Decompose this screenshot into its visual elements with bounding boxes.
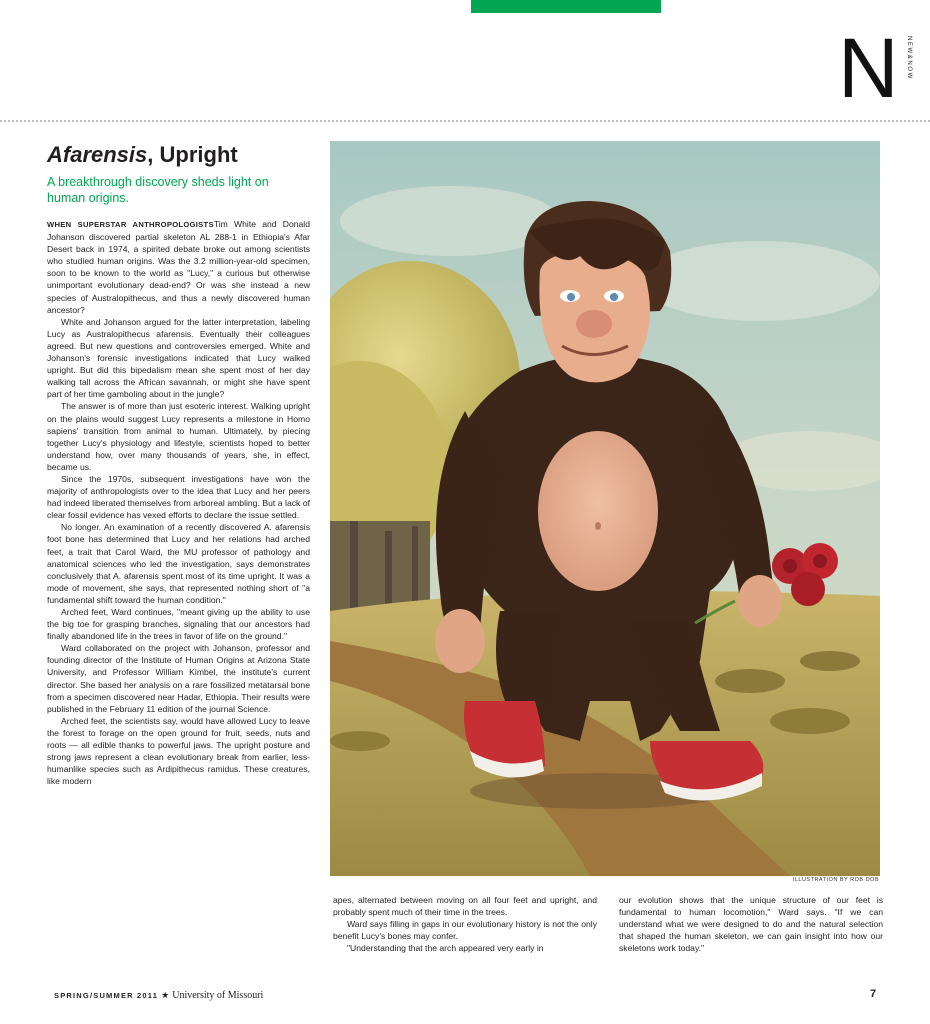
lead-in: WHEN SUPERSTAR ANTHROPOLOGISTS <box>47 220 214 229</box>
illustration-credit: ILLUSTRATION BY ROB DOB <box>792 877 879 883</box>
body-column-1 <box>47 218 310 963</box>
paragraph: Arched feet, the scientists say, would have allowed Lucy to leave the forest to forage on the open ground for fruit, seeds, nuts and roots — all edible thanks to powerful jaws. The upright posture and strong jaws represent a clean evolutionary break from earlier, less-humanlike species such as Ardipithecus ramidus. These creatures, like modern <box>47 715 310 787</box>
paragraph: White and Johanson argued for the latter interpretation, labeling Lucy as Australopithecus afarensis. Eventually their colleagues agreed. But new questions and controversies emerged. White and Johanson's forensic investigations indicated that Lucy walked upright. But did this bipedalism mean she spent most of her day walking tall across the African savannah, or might she have spent part of her time gamboling about in the jungle? <box>47 316 310 400</box>
paragraph: "Understanding that the arch appeared very early in <box>347 943 544 954</box>
star-icon: ★ <box>161 990 170 1000</box>
paragraph: apes, alternated between moving on all four feet and upright, and probably spent much of their time in the trees. <box>333 895 597 918</box>
paragraph: Since the 1970s, subsequent investigations have won the majority of anthropologists over to the idea that Lucy and her peers had indeed liberated themselves from arboreal ambling. But a lack of clear fossil evidence has vexed efforts to declare the issue settled. <box>47 473 310 521</box>
top-green-bar <box>471 0 661 13</box>
body-column-3 <box>619 894 883 969</box>
page-footer <box>54 990 263 1001</box>
paragraph: Ward collaborated on the project with Johanson, professor and founding director of the Institute of Human Origins at Arizona State University, and Professor William Kimbel, the institute's current director. She based her analysis on a rare fossilized metatarsal bone from a specimen discovered near Hadar, Ethiopia. Their results were published in the February 11 edition of the journal Science. <box>47 643 310 714</box>
footer-university: University of Missouri <box>172 990 264 1001</box>
article-title <box>47 142 238 168</box>
section-name: NEW&NOW <box>906 36 912 80</box>
dotted-divider <box>0 120 930 122</box>
page-number: 7 <box>870 988 877 1000</box>
body-column-2 <box>333 894 597 969</box>
paragraph: No longer. An examination of a recently discovered A. afarensis foot bone has determined that Lucy and her relations had arched feet, a trait that Carol Ward, the MU professor of pathology and anatomical sciences who led the investigation, says demonstrates conclusively that A. afarensis spent most of its time upright. It was a mode of movement, she says, that represented nothing short of "a fundamental shift toward the human condition." <box>47 522 310 605</box>
paragraph: WHEN SUPERSTAR ANTHROPOLOGISTSTim White and Donald Johanson discovered partial skeleton AL 288-1 in Ethiopia's Afar Desert back in 1974, a spirited debate broke out among scientists who studied human origins. Was the 3.2 million-year-old specimen, soon to be known to the world as "Lucy," a curious but otherwise unimportant evolutionary dead-end? Or was she instead a new species of Australopithecus, and thus a newly discovered human ancestor? <box>47 219 310 315</box>
title-italic: Afarensis <box>47 142 148 167</box>
paragraph: The answer is of more than just esoteric interest. Walking upright on the plains would suggest Lucy represents a milestone in Homo sapiens' transition from animal to human. Ultimately, by piecing together Lucy's physiology and lifestyle, scientists hoped to better understand how, over many thousands of years, she, in effect, became us. <box>47 401 310 472</box>
article-subtitle: A breakthrough discovery sheds light on human origins. <box>47 175 269 205</box>
paragraph: Ward says filling in gaps in our evolutionary history is not the only benefit Lucy's bones may confer. <box>333 919 597 942</box>
ape-illustration <box>330 141 880 876</box>
paragraph: Arched feet, Ward continues, "meant giving up the ability to use the big toe for grasping branches, signaling that our ancestors had finally abandoned life in the trees in favor of life on the ground." <box>47 607 310 642</box>
section-letter: N <box>838 21 899 115</box>
illustration <box>330 141 880 876</box>
title-rest: , Upright <box>147 142 238 167</box>
paragraph: our evolution shows that the unique structure of our feet is fundamental to human locomotion," Ward says. "If we can understand what we were designed to do and the natural selection that shaped the human skeleton, we can gain insight into how our skeletons work today." <box>619 895 883 954</box>
footer-season: SPRING/SUMMER 2011 <box>54 991 159 1000</box>
